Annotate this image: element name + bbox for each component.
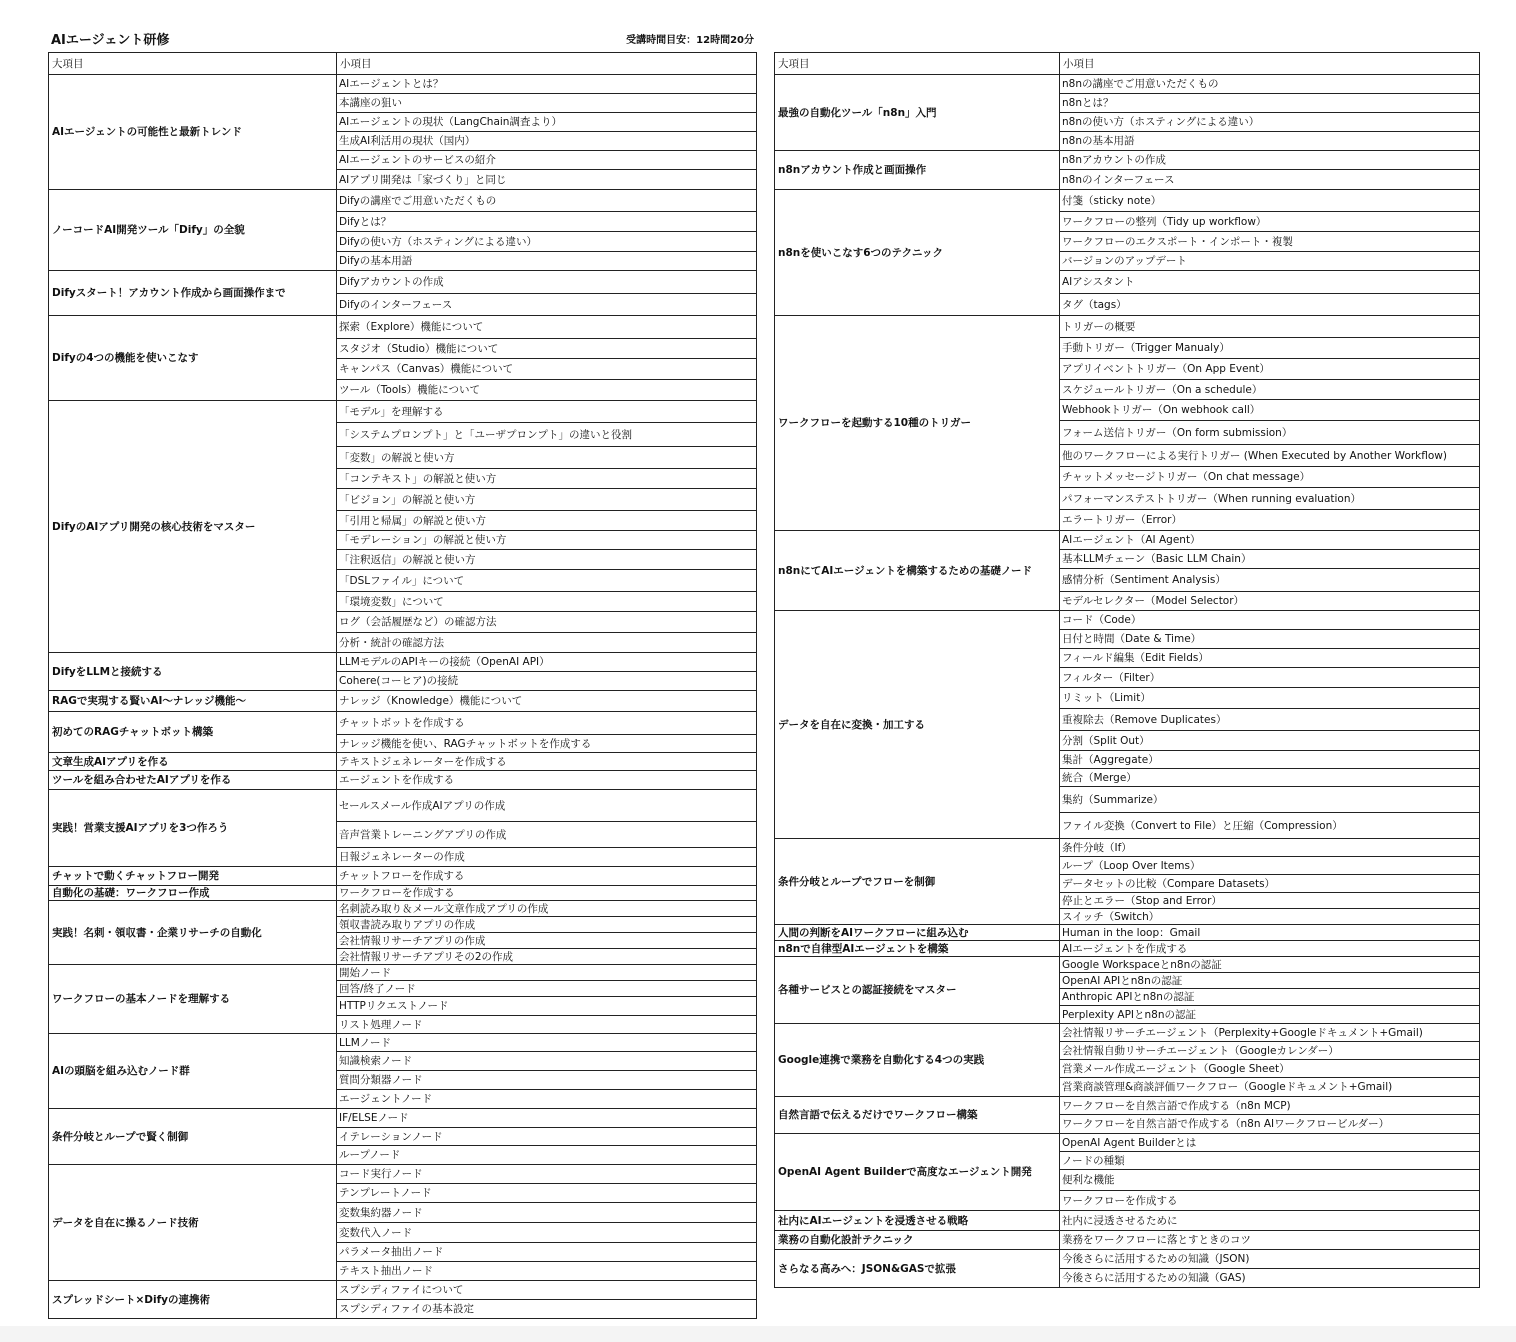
- minor-item: 分割（Split Out）: [1060, 731, 1480, 751]
- table-row: [775, 1250, 1480, 1269]
- minor-item: 感情分析（Sentiment Analysis）: [1060, 569, 1480, 592]
- minor-item: 便利な機能: [1060, 1170, 1480, 1191]
- major-item: AIエージェントの可能性と最新トレンド: [49, 75, 337, 190]
- minor-item: n8nアカウントの作成: [1060, 151, 1480, 170]
- minor-item: セールスメール作成AIアプリの作成: [337, 790, 757, 822]
- minor-column-header: 小項目: [1060, 53, 1480, 75]
- minor-item: Human in the loop：Gmail: [1060, 925, 1480, 941]
- minor-item: 「注釈返信」の解説と使い方: [337, 550, 757, 570]
- major-item: 社内にAIエージェントを浸透させる戦略: [775, 1211, 1060, 1231]
- table-row: [49, 965, 757, 981]
- minor-item: 付箋（sticky note）: [1060, 190, 1480, 212]
- major-item: DifyをLLMと接続する: [49, 653, 337, 691]
- table-row: [49, 753, 757, 771]
- minor-item: n8nのインターフェース: [1060, 170, 1480, 190]
- minor-item: 条件分岐（If）: [1060, 839, 1480, 857]
- minor-item: 営業メール作成エージェント（Google Sheet）: [1060, 1060, 1480, 1078]
- table-row: [775, 925, 1480, 941]
- minor-item: 「DSLファイル」について: [337, 570, 757, 592]
- major-item: Google連携で業務を自動化する4つの実践: [775, 1024, 1060, 1097]
- minor-item: 会社情報リサーチアプリの作成: [337, 933, 757, 949]
- minor-item: アプリイベントトリガー（On App Event）: [1060, 359, 1480, 380]
- minor-item: チャットフローを作成する: [337, 867, 757, 886]
- table-row: [775, 190, 1480, 212]
- table-header-row: [49, 53, 757, 75]
- minor-item: エージェントを作成する: [337, 771, 757, 790]
- table-row: [775, 1211, 1480, 1231]
- minor-item: 日付と時間（Date & Time）: [1060, 630, 1480, 649]
- major-item: 実践！名刺・領収書・企業リサーチの自動化: [49, 901, 337, 965]
- minor-item: Webhookトリガー（On webhook call）: [1060, 400, 1480, 421]
- minor-item: 今後さらに活用するための知識（JSON): [1060, 1250, 1480, 1269]
- minor-item: OpenAI Agent Builderとは: [1060, 1134, 1480, 1152]
- table-row: [775, 839, 1480, 857]
- minor-item: 「モデレーション」の解説と使い方: [337, 531, 757, 550]
- minor-item: 集計（Aggregate）: [1060, 751, 1480, 769]
- table-row: [49, 901, 757, 917]
- table-row: [775, 1231, 1480, 1250]
- minor-item: 重複除去（Remove Duplicates）: [1060, 709, 1480, 731]
- major-item: 自動化の基礎：ワークフロー作成: [49, 886, 337, 901]
- minor-item: IF/ELSEノード: [337, 1109, 757, 1128]
- minor-item: ワークフローを作成する: [337, 886, 757, 901]
- minor-item: AIエージェントのサービスの紹介: [337, 151, 757, 170]
- table-row: [775, 1024, 1480, 1042]
- minor-item: 名刺読み取り＆メール文章作成アプリの作成: [337, 901, 757, 917]
- minor-item: Difyの講座でご用意いただくもの: [337, 190, 757, 212]
- minor-item: AIエージェントの現状（LangChain調査より）: [337, 113, 757, 132]
- minor-item: n8nの基本用語: [1060, 132, 1480, 151]
- minor-item: テキスト抽出ノード: [337, 1262, 757, 1281]
- major-item: AIの頭脳を組み込むノード群: [49, 1034, 337, 1109]
- minor-item: トリガーの概要: [1060, 316, 1480, 338]
- minor-item: スイッチ（Switch）: [1060, 909, 1480, 925]
- minor-item: 他のワークフローによる実行トリガー (When Executed by Another Workflow): [1060, 445, 1480, 467]
- minor-item: スタジオ（Studio）機能について: [337, 339, 757, 359]
- minor-item: チャットメッセージトリガー（On chat message）: [1060, 467, 1480, 488]
- major-item: 人間の判断をAIワークフローに組み込む: [775, 925, 1060, 941]
- minor-item: HTTPリクエストノード: [337, 997, 757, 1016]
- major-item: OpenAI Agent Builderで高度なエージェント開発: [775, 1134, 1060, 1211]
- minor-item: 開始ノード: [337, 965, 757, 981]
- minor-item: AIエージェント（AI Agent）: [1060, 531, 1480, 550]
- major-item: 各種サービスとの認証接続をマスター: [775, 957, 1060, 1024]
- major-item: スプレッドシート×Difyの連携術: [49, 1281, 337, 1319]
- minor-item: イテレーションノード: [337, 1128, 757, 1146]
- minor-item: Difyの基本用語: [337, 252, 757, 271]
- minor-item: n8nの使い方（ホスティングによる違い）: [1060, 113, 1480, 132]
- major-item: n8nアカウント作成と画面操作: [775, 151, 1060, 190]
- major-item: チャットで動くチャットフロー開発: [49, 867, 337, 886]
- minor-item: 「モデル」を理解する: [337, 401, 757, 423]
- minor-item: ツール（Tools）機能について: [337, 380, 757, 401]
- minor-item: 変数集約器ノード: [337, 1203, 757, 1223]
- major-column-header: 大項目: [775, 53, 1060, 75]
- minor-item: 停止とエラー（Stop and Error）: [1060, 893, 1480, 909]
- table-row: [49, 316, 757, 339]
- table-row: [49, 771, 757, 790]
- major-item: RAGで実現する賢いAI〜ナレッジ機能〜: [49, 691, 337, 712]
- minor-item: タグ（tags）: [1060, 294, 1480, 316]
- major-item: ワークフローを起動する10種のトリガー: [775, 316, 1060, 531]
- table-row: [775, 75, 1480, 94]
- minor-item: スプシディファイの基本設定: [337, 1300, 757, 1319]
- minor-item: Google Workspaceとn8nの認証: [1060, 957, 1480, 973]
- minor-item: 領収書読み取りアプリの作成: [337, 917, 757, 933]
- minor-item: 「引用と帰属」の解説と使い方: [337, 511, 757, 531]
- minor-item: Difyとは？: [337, 212, 757, 232]
- minor-item: フィルター（Filter）: [1060, 668, 1480, 688]
- minor-item: 社内に浸透させるために: [1060, 1211, 1480, 1231]
- minor-item: データセットの比較（Compare Datasets）: [1060, 875, 1480, 893]
- major-item: DifyのAIアプリ開発の核心技術をマスター: [49, 401, 337, 653]
- minor-item: ファイル変換（Convert to File）と圧縮（Compression）: [1060, 813, 1480, 839]
- minor-item: フィールド編集（Edit Fields）: [1060, 649, 1480, 668]
- major-column-header: 大項目: [49, 53, 337, 75]
- minor-item: 生成AI利活用の現状（国内）: [337, 132, 757, 151]
- minor-item: ノードの種類: [1060, 1152, 1480, 1170]
- minor-item: 本講座の狙い: [337, 94, 757, 113]
- minor-item: AIアシスタント: [1060, 271, 1480, 294]
- major-item: 実践！営業支援AIアプリを3つ作ろう: [49, 790, 337, 867]
- major-item: さらなる高みへ：JSON&GASで拡張: [775, 1250, 1060, 1288]
- minor-item: 「変数」の解説と使い方: [337, 447, 757, 469]
- table-row: [49, 1165, 757, 1184]
- table-row: [49, 712, 757, 735]
- major-item: n8nにてAIエージェントを構築するための基礎ノード: [775, 531, 1060, 611]
- major-item: 最強の自動化ツール「n8n」入門: [775, 75, 1060, 151]
- minor-item: 「ビジョン」の解説と使い方: [337, 489, 757, 511]
- minor-column-header: 小項目: [337, 53, 757, 75]
- minor-item: パラメータ抽出ノード: [337, 1243, 757, 1262]
- minor-item: 回答/終了ノード: [337, 981, 757, 997]
- major-item: 文章生成AIアプリを作る: [49, 753, 337, 771]
- major-item: データを自在に操るノード技術: [49, 1165, 337, 1281]
- minor-item: エラートリガー（Error）: [1060, 510, 1480, 531]
- minor-item: ナレッジ（Knowledge）機能について: [337, 691, 757, 712]
- minor-item: 変数代入ノード: [337, 1223, 757, 1243]
- table-row: [49, 867, 757, 886]
- document-title: AIエージェント研修: [51, 33, 170, 48]
- minor-item: Anthropic APIとn8nの認証: [1060, 989, 1480, 1006]
- minor-item: 「コンテキスト」の解説と使い方: [337, 469, 757, 489]
- study-time-label: 受講時間目安：12時間20分: [626, 35, 754, 46]
- minor-item: LLMモデルのAPIキーの接続（OpenAI API）: [337, 653, 757, 672]
- major-item: Difyの4つの機能を使いこなす: [49, 316, 337, 401]
- minor-item: キャンパス（Canvas）機能について: [337, 359, 757, 380]
- table-row: [49, 1034, 757, 1052]
- minor-item: リミット（Limit）: [1060, 688, 1480, 709]
- major-item: データを自在に変換・加工する: [775, 611, 1060, 839]
- minor-item: コード（Code）: [1060, 611, 1480, 630]
- major-item: ツールを組み合わせたAIアプリを作る: [49, 771, 337, 790]
- minor-item: 基本LLMチェーン（Basic LLM Chain）: [1060, 550, 1480, 569]
- minor-item: ワークフローのエクスポート・インポート・複製: [1060, 232, 1480, 252]
- table-row: [49, 790, 757, 822]
- minor-item: 知識検索ノード: [337, 1052, 757, 1071]
- minor-item: スケジュールトリガー（On a schedule）: [1060, 380, 1480, 400]
- minor-item: n8nの講座でご用意いただくもの: [1060, 75, 1480, 94]
- minor-item: パフォーマンステストトリガー（When running evaluation）: [1060, 488, 1480, 510]
- minor-item: スプシディファイについて: [337, 1281, 757, 1300]
- minor-item: 探索（Explore）機能について: [337, 316, 757, 339]
- major-item: ワークフローの基本ノードを理解する: [49, 965, 337, 1034]
- minor-item: リスト処理ノード: [337, 1016, 757, 1034]
- minor-item: 質問分類器ノード: [337, 1071, 757, 1090]
- minor-item: コード実行ノード: [337, 1165, 757, 1184]
- table-row: [49, 691, 757, 712]
- minor-item: n8nとは？: [1060, 94, 1480, 113]
- minor-item: ナレッジ機能を使い、RAGチャットボットを作成する: [337, 735, 757, 753]
- table-row: [775, 611, 1480, 630]
- table-row: [49, 653, 757, 672]
- major-item: 初めてのRAGチャットボット構築: [49, 712, 337, 753]
- minor-item: Difyアカウントの作成: [337, 271, 757, 294]
- table-row: [775, 941, 1480, 957]
- table-row: [775, 531, 1480, 550]
- minor-item: ワークフローを自然言語で作成する（n8n AIワークフロービルダー）: [1060, 1115, 1480, 1134]
- major-item: 自然言語で伝えるだけでワークフロー構築: [775, 1097, 1060, 1134]
- minor-item: 手動トリガー（Trigger Manualy）: [1060, 338, 1480, 359]
- table-row: [49, 1109, 757, 1128]
- table-row: [49, 271, 757, 294]
- minor-item: テンプレートノード: [337, 1184, 757, 1203]
- minor-item: 会社情報リサーチエージェント（Perplexity+Googleドキュメント+Gmail): [1060, 1024, 1480, 1042]
- minor-item: Cohere(コーヒア)の接続: [337, 672, 757, 691]
- minor-item: フォーム送信トリガー（On form submission）: [1060, 421, 1480, 445]
- major-item: 条件分岐とループで賢く制御: [49, 1109, 337, 1165]
- curriculum-table-right: [774, 52, 1480, 1288]
- table-row: [775, 316, 1480, 338]
- minor-item: 「環境変数」について: [337, 592, 757, 612]
- minor-item: モデルセレクター（Model Selector）: [1060, 592, 1480, 611]
- minor-item: 営業商談管理&商談評価ワークフロー（Googleドキュメント+Gmail): [1060, 1078, 1480, 1097]
- minor-item: エージェントノード: [337, 1090, 757, 1109]
- major-item: n8nで自律型AIエージェントを構築: [775, 941, 1060, 957]
- minor-item: Perplexity APIとn8nの認証: [1060, 1006, 1480, 1024]
- minor-item: 統合（Merge）: [1060, 769, 1480, 787]
- major-item: 条件分岐とループでフローを制御: [775, 839, 1060, 925]
- minor-item: LLMノード: [337, 1034, 757, 1052]
- table-row: [49, 75, 757, 94]
- minor-item: ループノード: [337, 1146, 757, 1165]
- table-row: [49, 1281, 757, 1300]
- minor-item: AIエージェントを作成する: [1060, 941, 1480, 957]
- minor-item: バージョンのアップデート: [1060, 252, 1480, 271]
- minor-item: ワークフローを自然言語で作成する（n8n MCP): [1060, 1097, 1480, 1115]
- minor-item: ログ（会話履歴など）の確認方法: [337, 612, 757, 633]
- minor-item: 日報ジェネレーターの作成: [337, 848, 757, 867]
- minor-item: 集約（Summarize）: [1060, 787, 1480, 813]
- minor-item: Difyのインターフェース: [337, 294, 757, 316]
- minor-item: Difyの使い方（ホスティングによる違い）: [337, 232, 757, 252]
- minor-item: AIエージェントとは？: [337, 75, 757, 94]
- minor-item: OpenAI APIとn8nの認証: [1060, 973, 1480, 989]
- minor-item: 会社情報リサーチアプリその2の作成: [337, 949, 757, 965]
- minor-item: 会社情報自動リサーチエージェント（Googleカレンダー）: [1060, 1042, 1480, 1060]
- major-item: ノーコードAI開発ツール「Dify」の全貌: [49, 190, 337, 271]
- table-row: [49, 886, 757, 901]
- minor-item: 業務をワークフローに落とすときのコツ: [1060, 1231, 1480, 1250]
- curriculum-table-left: [48, 52, 757, 1319]
- major-item: Difyスタート！アカウント作成から画面操作まで: [49, 271, 337, 316]
- table-header-row: [775, 53, 1480, 75]
- minor-item: AIアプリ開発は「家づくり」と同じ: [337, 170, 757, 190]
- table-row: [775, 151, 1480, 170]
- major-item: 業務の自動化設計テクニック: [775, 1231, 1060, 1250]
- major-item: n8nを使いこなす6つのテクニック: [775, 190, 1060, 316]
- minor-item: テキストジェネレーターを作成する: [337, 753, 757, 771]
- minor-item: 音声営業トレーニングアプリの作成: [337, 822, 757, 848]
- table-row: [49, 190, 757, 212]
- table-row: [775, 1134, 1480, 1152]
- minor-item: ループ（Loop Over Items）: [1060, 857, 1480, 875]
- table-row: [775, 957, 1480, 973]
- table-row: [49, 401, 757, 423]
- table-row: [775, 1097, 1480, 1115]
- minor-item: ワークフローの整列（Tidy up workflow）: [1060, 212, 1480, 232]
- minor-item: 分析・統計の確認方法: [337, 633, 757, 653]
- minor-item: 「システムプロンプト」と「ユーザプロンプト」の違いと役割: [337, 423, 757, 447]
- minor-item: チャットボットを作成する: [337, 712, 757, 735]
- minor-item: 今後さらに活用するための知識（GAS): [1060, 1269, 1480, 1288]
- minor-item: ワークフローを作成する: [1060, 1191, 1480, 1211]
